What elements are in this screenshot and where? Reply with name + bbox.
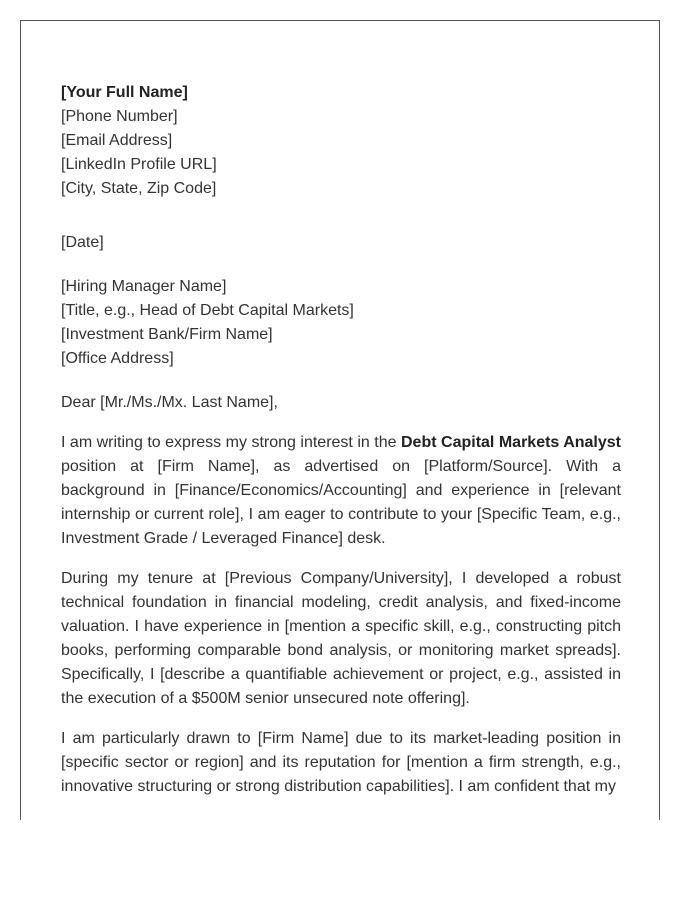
- paragraph-motivation: I am particularly drawn to [Firm Name] due to its market-leading position in [specific sector or region] and its reputation for [mention a firm strength, e.g., innovative structuring or strong distribution capabilities]. I am confident that my: [61, 730, 621, 795]
- sender-email: [Email Address]: [61, 132, 173, 149]
- paragraph-intro: [61, 431, 621, 551]
- salutation: [61, 391, 621, 415]
- paragraph-intro-rest: position at [Firm Name], as advertised on [Platform/Source]. With a background in [Finance/Economics/Accounting] and experience in [relevant internship or current role], I am eager to contribute to your [Specific Team, e.g., Investment Grade / Leveraged Finance] desk.: [61, 458, 621, 547]
- position-title: Debt Capital Markets Analyst: [401, 434, 622, 451]
- salutation-text: Dear [Mr./Ms./Mx. Last Name],: [61, 394, 278, 411]
- date-block: [61, 231, 621, 255]
- sender-phone: [Phone Number]: [61, 108, 178, 125]
- sender-block: [61, 81, 621, 201]
- recipient-firm: [Investment Bank/Firm Name]: [61, 326, 273, 343]
- letter-date: [Date]: [61, 234, 104, 251]
- recipient-name: [Hiring Manager Name]: [61, 278, 227, 295]
- paragraph-intro-start: I am writing to express my strong interest in the: [61, 434, 401, 451]
- sender-name: [Your Full Name]: [61, 84, 188, 101]
- sender-city: [City, State, Zip Code]: [61, 180, 217, 197]
- sender-linkedin: [LinkedIn Profile URL]: [61, 156, 217, 173]
- recipient-block: [61, 275, 621, 371]
- recipient-address: [Office Address]: [61, 350, 174, 367]
- letter-body: [61, 81, 621, 799]
- paragraph-experience: During my tenure at [Previous Company/University], I developed a robust technical foundation in financial modeling, credit analysis, and fixed-income valuation. I have experience in [mention a specific skill, e.g., constructing pitch books, performing comparable bond analysis, or monitoring market spreads]. Specifically, I [describe a quantifiable achievement or project, e.g., assisted in the execution of a $500M senior unsecured note offering].: [61, 570, 621, 707]
- letter-page: [20, 20, 660, 820]
- recipient-title: [Title, e.g., Head of Debt Capital Markets]: [61, 302, 354, 319]
